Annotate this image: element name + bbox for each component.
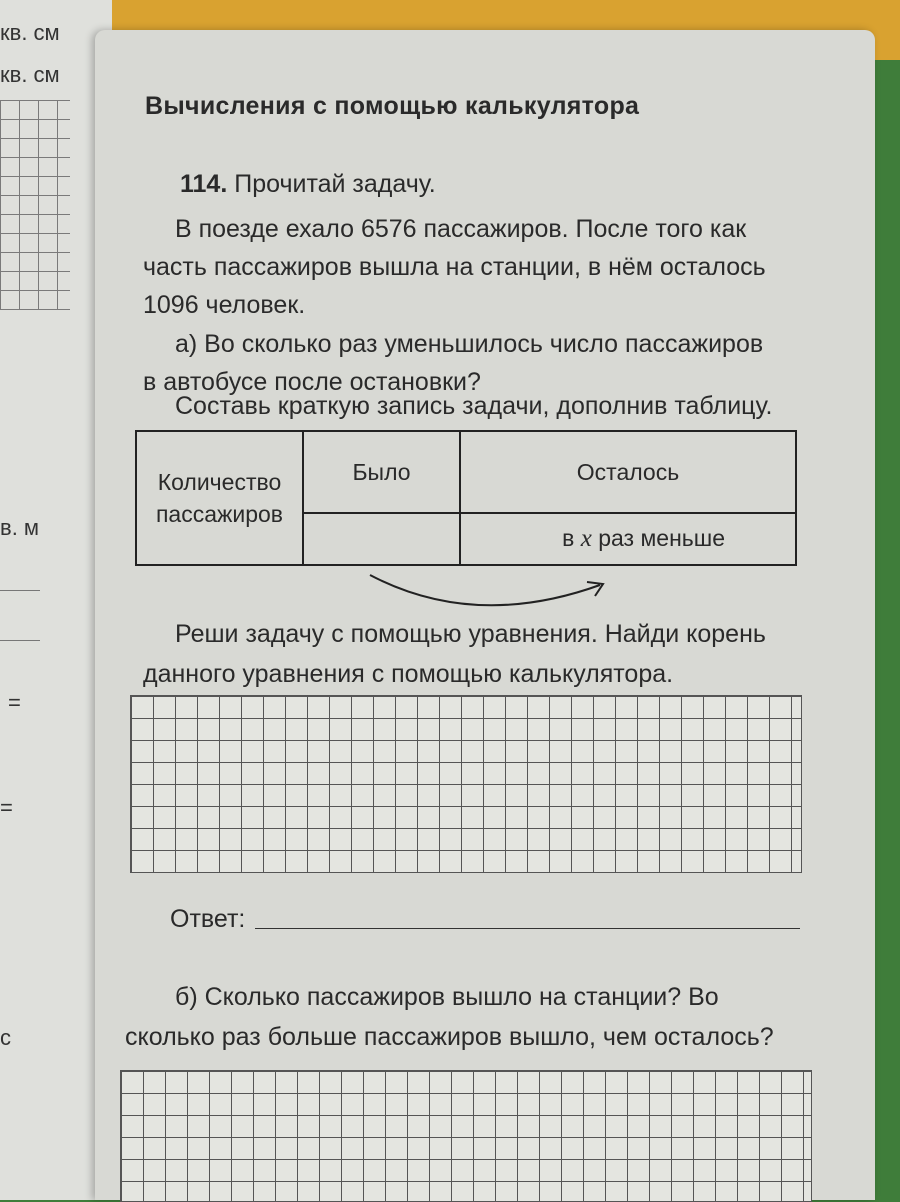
table-col-left: Осталось: [460, 431, 796, 513]
equation-grid[interactable]: [130, 695, 802, 873]
arrow-icon: [365, 570, 625, 620]
left-fragment: с: [0, 1025, 11, 1050]
answer-label: Ответ:: [170, 905, 246, 933]
left-fragment: =: [0, 795, 13, 820]
question-a-line: а) Во сколько раз уменьшилось число пассажиров: [175, 330, 764, 358]
task-header: [180, 170, 436, 199]
problem-line: часть пассажиров вышла на станции, в нём осталось: [143, 253, 766, 281]
solve-line: данного уравнения с помощью калькулятора.: [143, 660, 674, 688]
left-fragment: кв. см: [0, 20, 60, 45]
question-b-line: б) Сколько пассажиров вышло на станции? Во: [175, 983, 719, 1011]
answer-line[interactable]: [255, 928, 800, 929]
left-fragment: кв. см: [0, 62, 60, 87]
short-record-table: [135, 430, 797, 566]
solve-line: Реши задачу с помощью уравнения. Найди корень: [175, 620, 766, 648]
left-divider: [0, 590, 40, 591]
task-intro: Прочитай задачу.: [234, 170, 436, 198]
workbook-page: [95, 30, 875, 1200]
answer-grid[interactable]: [120, 1070, 812, 1202]
problem-line: 1096 человек.: [143, 291, 306, 319]
left-fragment: в. м: [0, 515, 40, 540]
relation-variable: x: [580, 525, 592, 552]
table-cell-was-value[interactable]: [303, 513, 460, 565]
left-divider: [0, 640, 40, 641]
table-col-was: Было: [303, 431, 460, 513]
task-number: 114.: [180, 170, 228, 198]
relation-suffix: раз меньше: [598, 525, 725, 551]
table-relation: [460, 513, 796, 565]
question-a-line: в автобусе после остановки?: [143, 368, 481, 396]
left-fragment: =: [8, 690, 21, 715]
table-instruction: Составь краткую запись задачи, дополнив таблицу.: [175, 392, 773, 420]
question-b-line: сколько раз больше пассажиров вышло, чем осталось?: [125, 1023, 774, 1051]
section-title: Вычисления с помощью калькулятора: [145, 92, 640, 120]
problem-line: В поезде ехало 6576 пассажиров. После того как: [175, 215, 747, 243]
table-row-header: Количество пассажиров: [136, 431, 303, 565]
relation-prefix: в: [562, 525, 575, 551]
left-grid: [0, 100, 70, 310]
